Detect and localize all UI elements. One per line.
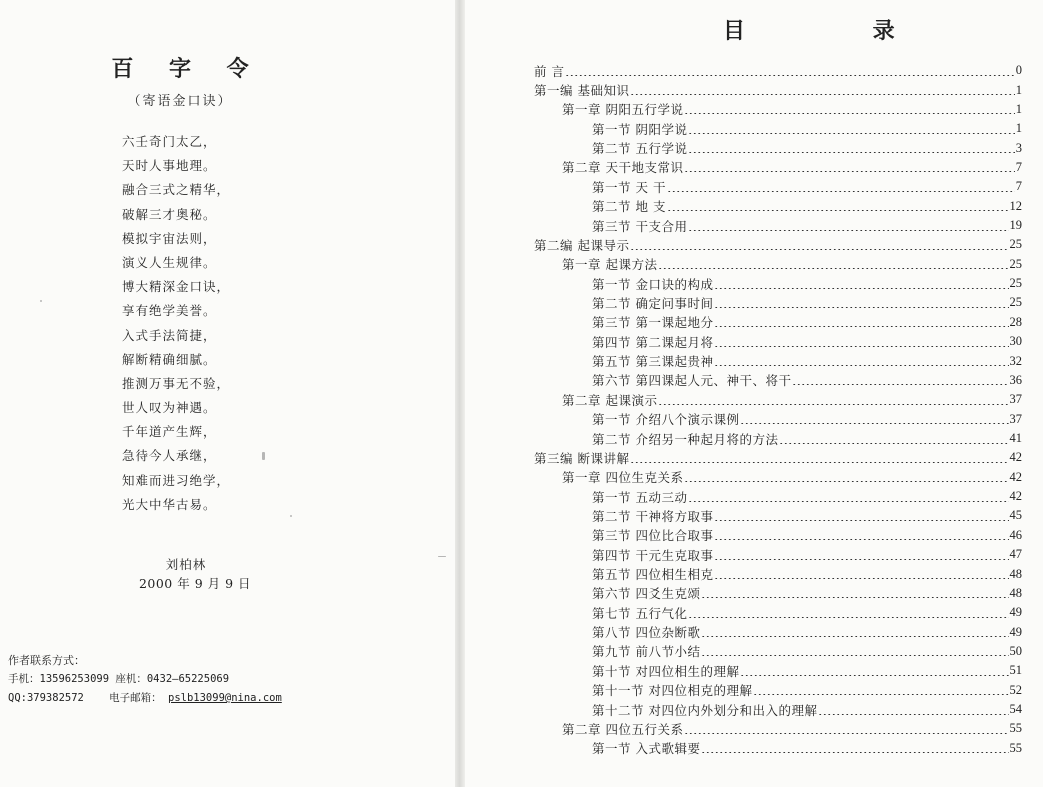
toc-entry-label: 第二章 四位五行关系 (562, 721, 684, 737)
toc-entry[interactable] (534, 235, 1022, 254)
toc-entry-label: 第二章 起课演示 (562, 392, 658, 408)
toc-entry[interactable] (534, 448, 1022, 467)
toc-entry-label: 第五节 第三课起贵神 (592, 354, 714, 370)
poem-body (122, 130, 230, 517)
toc-leader-dots (688, 492, 1008, 502)
toc-entry-page: 49 (1009, 605, 1022, 620)
poem-line: 天时人事地理。 (122, 158, 217, 174)
toc-entry[interactable] (534, 661, 1022, 680)
toc-leader-dots (714, 298, 1008, 308)
toc-entry-label: 第二节 介绍另一种起月将的方法 (592, 431, 779, 447)
toc-entry-label: 第三编 断课讲解 (534, 450, 630, 466)
toc-leader-dots (714, 279, 1008, 289)
toc-leader-dots (688, 143, 1014, 153)
contact-email-label: 电子邮箱： (109, 692, 162, 704)
toc-entry[interactable] (534, 506, 1022, 525)
toc-entry[interactable] (534, 700, 1022, 719)
poem-line: 千年道产生辉， (122, 424, 217, 440)
toc-leader-dots (701, 588, 1008, 598)
poem-line: 博大精深金口诀， (122, 279, 231, 295)
toc-entry-page: 37 (1009, 392, 1022, 407)
toc-entry-page: 42 (1009, 450, 1022, 465)
poem-line: 享有绝学美誉。 (122, 303, 217, 319)
poem-line: 演义人生规律。 (122, 254, 217, 270)
toc-entry-page: 42 (1009, 489, 1022, 504)
toc-leader-dots (565, 66, 1014, 76)
toc-entry-page: 49 (1009, 624, 1022, 639)
toc-entry-page: 51 (1009, 663, 1022, 678)
toc-entry[interactable] (534, 255, 1022, 274)
toc-entry-label: 第三节 干支合用 (592, 218, 688, 234)
toc-entry[interactable] (534, 545, 1022, 564)
scan-speck (290, 515, 292, 517)
toc-entry-label: 第一章 阴阳五行学说 (562, 102, 684, 118)
toc-entry-label: 第一节 阴阳学说 (592, 121, 688, 137)
toc-leader-dots (740, 414, 1008, 424)
toc-leader-dots (779, 434, 1008, 444)
toc-leader-dots (688, 608, 1008, 618)
toc-entry[interactable] (534, 100, 1022, 119)
contact-phone: 手机：13596253099 座机：0432—65225069 (8, 673, 230, 685)
poem-line: 破解三才奥秘。 (122, 206, 217, 222)
toc-entry-page: 55 (1009, 721, 1022, 736)
toc-entry-label: 第二编 起课导示 (534, 237, 630, 253)
toc-entry-page: 42 (1009, 469, 1022, 484)
poem-date: 2000 年 9 月 9 日 (138, 576, 252, 591)
toc-entry[interactable] (534, 603, 1022, 622)
contact-qq-email (8, 689, 282, 708)
toc-entry-label: 第五节 四位相生相克 (592, 567, 714, 583)
toc-entry-label: 第七节 五行气化 (592, 605, 688, 621)
book-spine (455, 0, 465, 787)
toc-entry-label: 第三节 四位比合取事 (592, 528, 714, 544)
toc-entry[interactable] (534, 313, 1022, 332)
toc-entry[interactable] (534, 681, 1022, 700)
toc-entry[interactable] (534, 564, 1022, 583)
toc-leader-dots (818, 705, 1008, 715)
scan-speck (438, 556, 446, 557)
contact-qq: QQ:379382572 (8, 692, 84, 704)
toc-leader-dots (701, 646, 1008, 656)
toc-entry[interactable] (534, 739, 1022, 758)
toc-entry-label: 第十二节 对四位内外划分和出入的理解 (592, 702, 818, 718)
author-contact (8, 651, 282, 708)
toc-leader-dots (688, 124, 1014, 134)
scan-speck (40, 300, 42, 302)
toc-entry-label: 第一节 金口诀的构成 (592, 276, 714, 292)
toc-entry-label: 第六节 第四课起人元、神干、将干 (592, 373, 792, 389)
toc-entry[interactable] (534, 487, 1022, 506)
toc-entry[interactable] (534, 61, 1022, 80)
toc-entry-page: 47 (1009, 547, 1022, 562)
toc-entry-label: 第二节 地 支 (592, 199, 666, 215)
toc-leader-dots (753, 685, 1008, 695)
toc-leader-dots (714, 317, 1008, 327)
toc-leader-dots (684, 104, 1014, 114)
toc-entry-page: 52 (1009, 682, 1022, 697)
toc-entry[interactable] (534, 584, 1022, 603)
toc-entry-page: 3 (1015, 140, 1022, 155)
toc-entry[interactable] (534, 119, 1022, 138)
toc-entry-page: 50 (1009, 643, 1022, 658)
poem-line: 融合三式之精华， (122, 182, 231, 198)
toc-leader-dots (630, 240, 1008, 250)
toc-entry[interactable] (534, 216, 1022, 235)
toc-leader-dots (658, 259, 1008, 269)
toc-entry-label: 第一章 起课方法 (562, 257, 658, 273)
toc-entry-page: 25 (1009, 276, 1022, 291)
toc-leader-dots (684, 472, 1008, 482)
toc-entry-label: 第八节 四位杂断歌 (592, 625, 701, 641)
toc-title: 目 录 (723, 18, 955, 44)
toc-entry[interactable] (534, 332, 1022, 351)
toc-entry-page: 25 (1009, 295, 1022, 310)
toc-entry[interactable] (534, 719, 1022, 738)
toc-leader-dots (714, 337, 1008, 347)
toc-entry-page: 48 (1009, 585, 1022, 600)
toc-entry-label: 第六节 四爻生克颂 (592, 586, 701, 602)
toc-entry-label: 第一编 基础知识 (534, 83, 630, 99)
toc-leader-dots (630, 85, 1014, 95)
poem-line: 模拟宇宙法则， (122, 230, 217, 246)
contact-email[interactable]: pslb13099@nina.com (168, 692, 282, 704)
toc-leader-dots (684, 724, 1008, 734)
toc-entry-page: 30 (1009, 334, 1022, 349)
toc-entry-label: 第九节 前八节小结 (592, 644, 701, 660)
toc-entry[interactable] (534, 526, 1022, 545)
toc-entry-page: 32 (1009, 353, 1022, 368)
toc-entry-page: 7 (1015, 179, 1022, 194)
toc-entry-page: 19 (1009, 218, 1022, 233)
toc-leader-dots (630, 453, 1008, 463)
toc-entry-label: 第四节 第二课起月将 (592, 334, 714, 350)
toc-entry[interactable] (534, 390, 1022, 409)
toc-entry-label: 第一节 入式歌辑要 (592, 741, 701, 757)
poem-line: 世人叹为神遇。 (122, 400, 217, 416)
contact-heading: 作者联系方式： (8, 654, 85, 667)
toc-entry[interactable] (534, 177, 1022, 196)
toc-entry-label: 第二章 天干地支常识 (562, 160, 684, 176)
toc-leader-dots (714, 356, 1008, 366)
toc-entry-page: 46 (1009, 527, 1022, 542)
toc-entry[interactable] (534, 138, 1022, 157)
poem-line: 解断精确细腻。 (122, 351, 217, 367)
scan-speck (262, 452, 265, 460)
toc-entry-label: 第十一节 对四位相克的理解 (592, 683, 753, 699)
toc-entry[interactable] (534, 351, 1022, 370)
toc-leader-dots (714, 569, 1008, 579)
toc-leader-dots (714, 511, 1008, 521)
toc-entry-page: 12 (1009, 198, 1022, 213)
toc-entry-label: 前 言 (534, 63, 565, 79)
toc-entry[interactable] (534, 429, 1022, 448)
toc-entry[interactable] (534, 409, 1022, 428)
poem-subtitle: （寄语金口诀） (127, 94, 233, 109)
toc-leader-dots (792, 375, 1008, 385)
toc-leader-dots (667, 182, 1015, 192)
toc-leader-dots (701, 743, 1008, 753)
poem-line: 入式手法简捷， (122, 327, 217, 343)
toc-entry-label: 第二节 确定问事时间 (592, 295, 714, 311)
toc-entry-label: 第一节 介绍八个演示课例 (592, 412, 740, 428)
toc-entry-label: 第一章 四位生克关系 (562, 470, 684, 486)
poem-line: 六壬奇门太乙， (122, 134, 217, 149)
toc-entry[interactable] (534, 80, 1022, 99)
poem-line: 光大中华古易。 (122, 496, 217, 512)
toc-entry[interactable] (534, 642, 1022, 661)
toc-entry[interactable] (534, 158, 1022, 177)
toc-entry[interactable] (534, 468, 1022, 487)
poem-line: 推测万事无不验， (122, 375, 231, 391)
toc-entry[interactable] (534, 274, 1022, 293)
toc-entry[interactable] (534, 622, 1022, 641)
poem-author: 刘柏林 (165, 557, 207, 572)
toc-entry-page: 0 (1015, 63, 1022, 78)
toc-entry-label: 第二节 五行学说 (592, 141, 688, 157)
toc-leader-dots (714, 530, 1008, 540)
poem-line: 急待今人承继， (122, 448, 217, 464)
toc-entry-page: 45 (1009, 508, 1022, 523)
toc-leader-dots (701, 627, 1008, 637)
toc-entry-page: 54 (1009, 702, 1022, 717)
toc-entry-page: 48 (1009, 566, 1022, 581)
toc-entry[interactable] (534, 293, 1022, 312)
toc-entry-page: 55 (1009, 740, 1022, 755)
toc-entry-label: 第一节 五动三动 (592, 489, 688, 505)
toc-entry-label: 第十节 对四位相生的理解 (592, 663, 740, 679)
toc-leader-dots (684, 162, 1014, 172)
toc-entry-page: 37 (1009, 411, 1022, 426)
toc-entry[interactable] (534, 371, 1022, 390)
poem-line: 知难而进习绝学， (122, 472, 231, 488)
right-page (465, 0, 1043, 787)
toc-leader-dots (688, 221, 1008, 231)
toc-entry-label: 第四节 干元生克取事 (592, 547, 714, 563)
toc-leader-dots (714, 550, 1008, 560)
toc-entry-page: 41 (1009, 431, 1022, 445)
toc-entry-page: 1 (1015, 101, 1022, 116)
toc-entry-page: 7 (1015, 159, 1022, 174)
toc-entry[interactable] (534, 197, 1022, 216)
toc-leader-dots (740, 666, 1008, 676)
toc-entry-label: 第一节 天 干 (592, 179, 666, 195)
toc-entry-page: 25 (1009, 256, 1022, 271)
toc-entry-page: 25 (1009, 237, 1022, 252)
toc-leader-dots (667, 201, 1009, 211)
toc-entry-page: 1 (1015, 82, 1022, 97)
toc-entry-page: 1 (1015, 121, 1022, 136)
toc-entry-label: 第三节 第一课起地分 (592, 315, 714, 331)
toc-leader-dots (658, 395, 1008, 405)
toc-entry-page: 36 (1009, 372, 1022, 387)
table-of-contents (534, 61, 1022, 758)
left-page (0, 0, 455, 787)
poem-title: 百 字 令 (111, 56, 263, 82)
toc-entry-label: 第二节 干神将方取事 (592, 508, 714, 524)
toc-entry-page: 28 (1009, 314, 1022, 329)
